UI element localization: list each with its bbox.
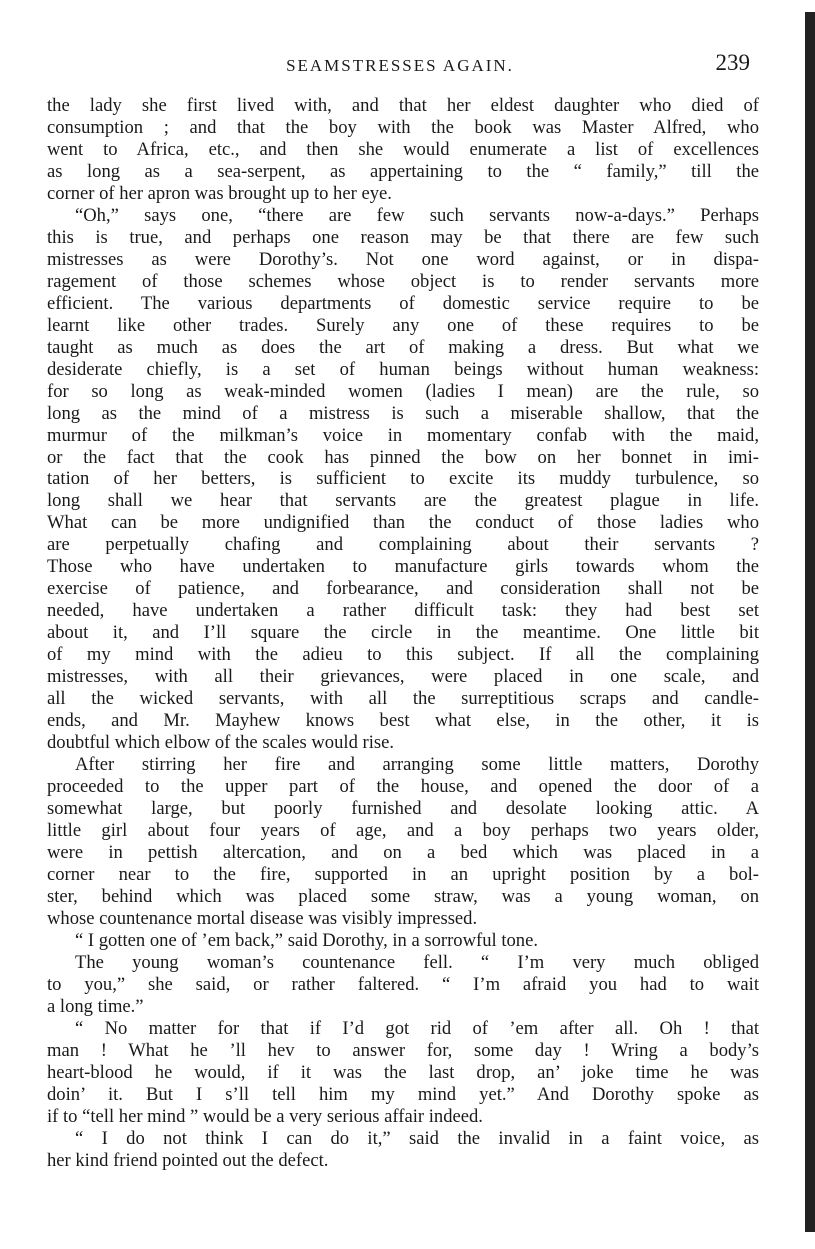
text-line: ster, behind which was placed some straw, was a young woman, on [47, 885, 759, 907]
text-line: doin’ it. But I s’ll tell him my mind yet.” And Dorothy spoke as [47, 1083, 759, 1105]
text-line: proceeded to the upper part of the house, and opened the door of a [47, 776, 759, 798]
text-line: the lady she first lived with, and that her eldest daughter who died of [47, 95, 759, 116]
page-edge-bar [805, 12, 815, 1232]
text-line: After stirring her fire and arranging some little matters, Dorothy [75, 754, 759, 776]
text-line: long as the mind of a mistress is such a miserable shallow, that the [47, 402, 759, 424]
text-line: mistresses, with all their grievances, were placed in one scale, and [47, 666, 759, 688]
text-line: of my mind with the adieu to this subject. If all the complaining [47, 644, 759, 666]
text-line: doubtful which elbow of the scales would rise. [47, 732, 395, 754]
text-line: were in pettish altercation, and on a bed which was placed in a [47, 841, 759, 863]
text-line: taught as much as does the art of making a dress. But what we [47, 336, 759, 358]
text-line: little girl about four years of age, and a boy perhaps two years older, [47, 819, 759, 841]
text-line: “ No matter for that if I’d got rid of ’em after all. Oh ! that [75, 1017, 759, 1039]
text-line: efficient. The various departments of domestic service require to be [47, 292, 759, 314]
text-line: “ I gotten one of ’em back,” said Dorothy, in a sorrowful tone. [75, 929, 538, 951]
text-line: as long as a sea-serpent, as appertaining to the “ family,” till the [47, 160, 759, 182]
text-line: all the wicked servants, with all the surreptitious scraps and candle- [47, 688, 759, 710]
text-line: ends, and Mr. Mayhew knows best what else, in the other, it is [47, 710, 759, 732]
text-line: her kind friend pointed out the defect. [47, 1149, 329, 1171]
text-line: learnt like other trades. Surely any one of these requires to be [47, 314, 759, 336]
text-line: somewhat large, but poorly furnished and desolate looking attic. A [47, 798, 759, 819]
text-line: murmur of the milkman’s voice in momentary confab with the maid, [47, 424, 759, 446]
text-line: man ! What he ’ll hev to answer for, some day ! Wring a body’s [47, 1039, 759, 1061]
text-line: “ I do not think I can do it,” said the invalid in a faint voice, as [75, 1127, 759, 1149]
text-line: this is true, and perhaps one reason may be that there are few such [47, 226, 759, 248]
text-line: a long time.” [47, 995, 144, 1017]
text-line: to you,” she said, or rather faltered. “ I’m afraid you had to wait [47, 973, 759, 995]
text-line: ragement of those schemes whose object is to render servants more [47, 270, 759, 292]
text-line: mistresses as were Dorothy’s. Not one word against, or in dispa- [47, 248, 759, 270]
text-line: for so long as weak-minded women (ladies I mean) are the rule, so [47, 380, 759, 402]
text-line: corner of her apron was brought up to her eye. [47, 182, 392, 204]
text-line: needed, have undertaken a rather difficult task: they had best set [47, 600, 759, 622]
text-line: The young woman’s countenance fell. “ I’m very much obliged [75, 951, 759, 973]
text-line: if to “tell her mind ” would be a very serious affair indeed. [47, 1105, 483, 1127]
text-line: long shall we hear that servants are the greatest plague in life. [47, 490, 759, 512]
text-line: What can be more undignified than the conduct of those ladies who [47, 512, 759, 534]
text-line: “Oh,” says one, “there are few such servants now-a-days.” Perhaps [75, 204, 759, 226]
text-line: or the fact that the cook has pinned the bow on her bonnet in imi- [47, 446, 759, 468]
body-text [47, 95, 759, 1171]
page-number: 239 [715, 50, 750, 75]
running-title: SEAMSTRESSES AGAIN. [286, 56, 514, 75]
text-line: tation of her betters, is sufficient to excite its muddy turbulence, so [47, 468, 759, 490]
text-line: desiderate chiefly, is a set of human beings without human weakness: [47, 358, 759, 380]
text-line: consumption ; and that the boy with the book was Master Alfred, who [47, 116, 759, 138]
text-line: whose countenance mortal disease was visibly impressed. [47, 907, 478, 929]
text-line: about it, and I’ll square the circle in the meantime. One little bit [47, 622, 759, 644]
text-line: Those who have undertaken to manufacture girls towards whom the [47, 556, 759, 578]
page-header [40, 50, 760, 80]
text-line: exercise of patience, and forbearance, and consideration shall not be [47, 578, 759, 600]
text-line: corner near to the fire, supported in an upright position by a bol- [47, 863, 759, 885]
text-line: heart-blood he would, if it was the last drop, an’ joke time he was [47, 1061, 759, 1083]
text-line: are perpetually chafing and complaining about their servants ? [47, 534, 759, 556]
text-line: went to Africa, etc., and then she would enumerate a list of excellences [47, 138, 759, 160]
